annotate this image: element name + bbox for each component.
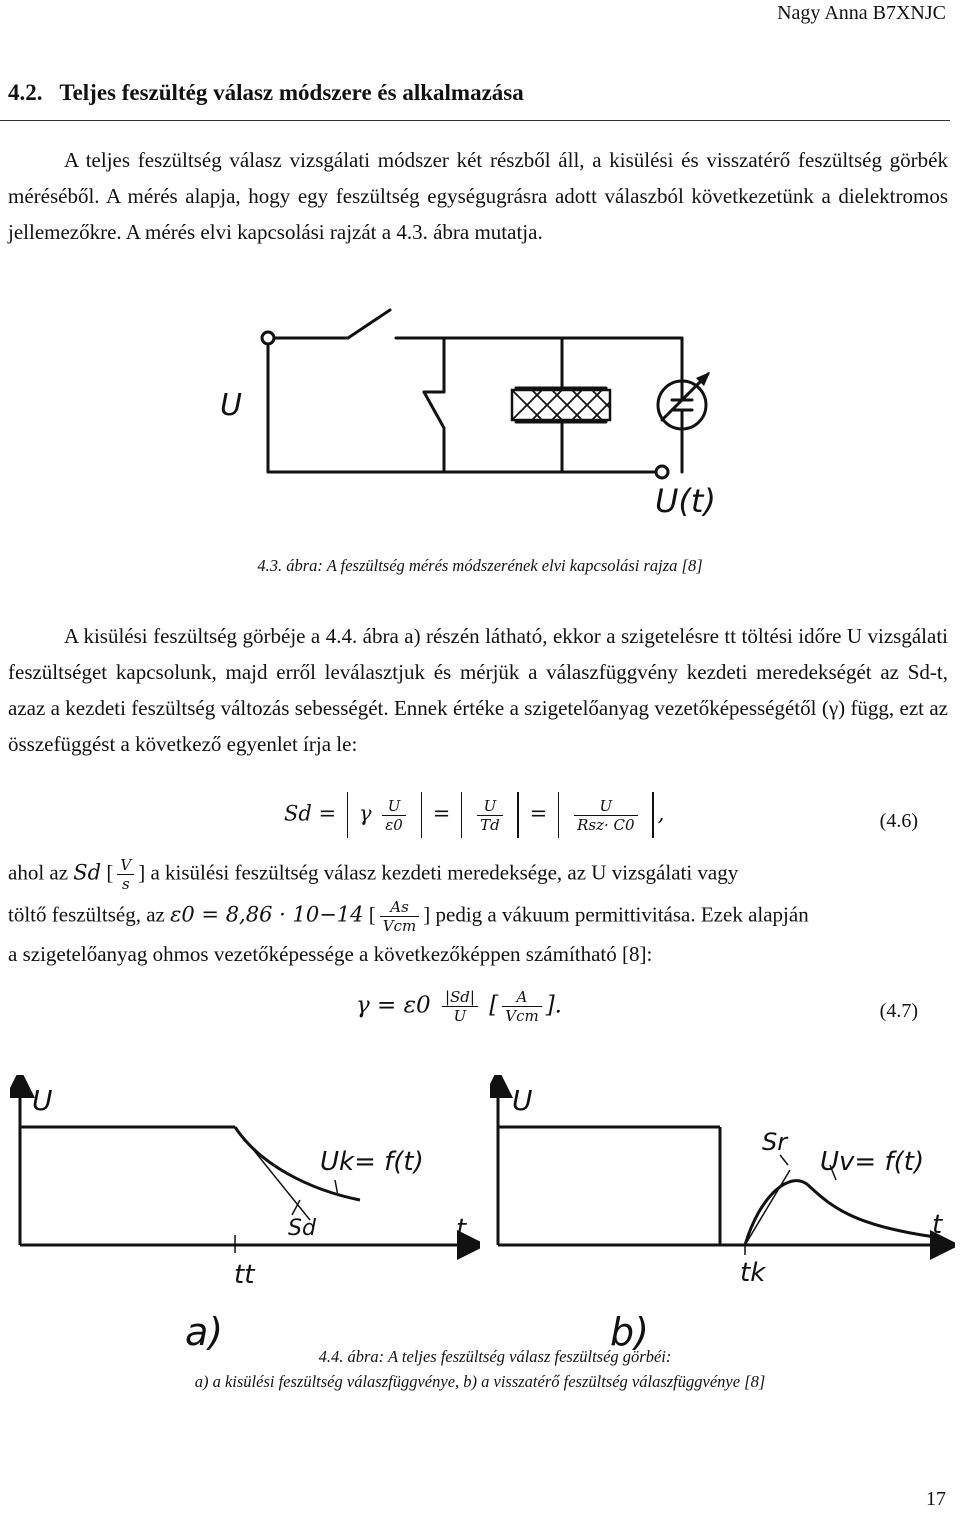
figure-4-4-caption-line2: a) a kisülési feszültség válaszfüggvénye, b) a visszatérő feszültség válaszfüggvénye [8] bbox=[194, 1372, 766, 1391]
graph-a-part-label: a) bbox=[185, 1310, 224, 1350]
epsilon-value: ε0 = 8,86 · 10−14 bbox=[170, 902, 364, 927]
equation-4-6: Sd = γ $\frac{U}{\varepsilon 0}$ = $\frac{U}{Td}$ = $\frac{U}{\text{Rsz· C0}}$ , bbox=[284, 792, 664, 838]
eq46-frac2: $\frac{U}{Td}$ bbox=[477, 797, 503, 834]
section-heading bbox=[8, 80, 524, 106]
graph-a-tt-label: tt bbox=[234, 1260, 255, 1290]
figure-4-4-caption-line1: 4.4. ábra: A teljes feszültség válasz feszültség görbéi: bbox=[318, 1347, 672, 1366]
paragraph-definitions-line3: a szigetelőanyag ohmos vezetőképessége a következőképpen számítható [8]: bbox=[8, 942, 653, 966]
eq46-lhs: Sd = bbox=[284, 801, 337, 826]
eq47-unit: $\frac{A}{\text{Vcm}}$ bbox=[502, 988, 541, 1025]
graph-a-curve-label: Uk= f(t) bbox=[320, 1147, 424, 1177]
eq46-gamma: γ bbox=[358, 801, 372, 826]
paragraph-intro: A teljes feszültség válasz vizsgálati módszer két részből áll, a kisülési és visszatérő feszültség görbék méréséből. A mérés alapja, hogy egy feszültség egységugrásra adott válaszból következetünk a dielektromos jellemezőkre. A mérés elvi kapcsolási rajzát a 4.3. ábra mutatja. bbox=[8, 148, 948, 244]
figure-4-4b-return-graph bbox=[490, 1075, 955, 1350]
figure-4-4a-discharge-graph bbox=[10, 1075, 480, 1350]
circuit-diagram bbox=[200, 300, 760, 530]
graph-a-slope-label: Sd bbox=[288, 1216, 316, 1241]
eq47-frac: $\frac{|Sd|}{U}$ bbox=[442, 988, 478, 1025]
equation-4-7: γ = ε0 $\frac{|Sd|}{U}$ [ $\frac{A}{\text{Vcm}}$ ]. bbox=[356, 988, 562, 1025]
graph-b-slope-label: Sr bbox=[762, 1128, 788, 1156]
eq46-frac3: $\frac{U}{\text{Rsz· C0}}$ bbox=[574, 797, 637, 834]
equation-4-7-number: (4.7) bbox=[879, 1000, 918, 1022]
graph-a-t-label: t bbox=[456, 1214, 467, 1244]
figure-4-3-caption: 4.3. ábra: A feszültség mérés módszerének elvi kapcsolási rajza [8] bbox=[257, 556, 703, 575]
page-number: 17 bbox=[926, 1488, 946, 1510]
section-title: Teljes feszültég válasz módszere és alkalmazása bbox=[59, 80, 524, 105]
sd-symbol: Sd bbox=[73, 860, 102, 885]
equation-4-6-number: (4.6) bbox=[879, 810, 918, 832]
paragraph-discharge: A kisülési feszültség görbéje a 4.4. ábra a) részén látható, ekkor a szigetelésre tt töltési időre U vizsgálati feszültséget kapcsolunk, majd erről leválasztjuk és mérjük a válaszfüggvény kezdeti meredekségét az Sd-t, azaz a kezdeti feszültség változás sebességét. Ennek értéke a szigetelőanyag vezetőképességétől (γ) függ, ezt az összefüggést a következő egyenlet írja le: bbox=[8, 624, 948, 756]
circuit-label-output: U(t) bbox=[655, 482, 716, 520]
unit-v-per-s: $\frac{V}{s}$ bbox=[117, 856, 134, 893]
graph-b-curve-label: Uv= f(t) bbox=[820, 1147, 925, 1177]
heading-rule bbox=[0, 120, 950, 121]
paragraph-definitions-line1: ahol az Sd [ $\frac{V}{s}$ ] a kisülési feszültség válasz kezdeti meredeksége, az U vizsgálati vagy bbox=[8, 856, 739, 893]
page-header-author: Nagy Anna B7XNJC bbox=[777, 2, 946, 24]
graph-b-y-label: U bbox=[512, 1084, 533, 1117]
section-number: 4.2. bbox=[8, 80, 43, 105]
circuit-label-source: U bbox=[220, 388, 242, 423]
graph-b-part-label: b) bbox=[610, 1310, 649, 1350]
graph-a-y-label: U bbox=[32, 1084, 53, 1117]
eq46-frac1: $\frac{U}{\varepsilon 0}$ bbox=[382, 797, 406, 834]
graph-b-tk-label: tk bbox=[740, 1258, 766, 1288]
paragraph-definitions-line2: töltő feszültség, az ε0 = 8,86 · 10−14 [ $\frac{As}{\text{Vcm}}$ ] pedig a vákuum permittivitása. Ezek alapján bbox=[8, 898, 809, 935]
graph-b-t-label: t bbox=[932, 1210, 943, 1240]
eq47-lhs: γ = ε0 bbox=[356, 992, 431, 1019]
unit-as-per-vcm: $\frac{As}{\text{Vcm}}$ bbox=[380, 898, 419, 935]
